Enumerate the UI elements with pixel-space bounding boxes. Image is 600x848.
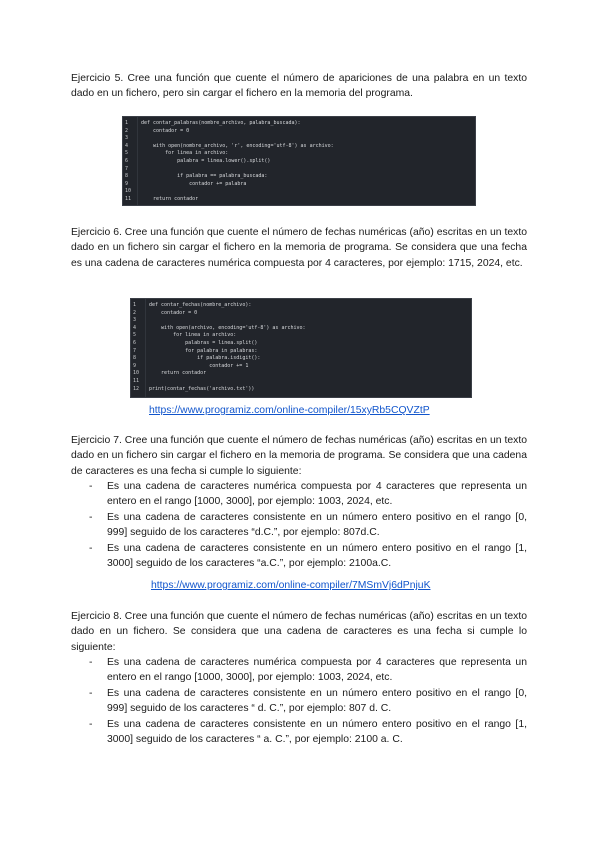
- code-line-number: 10: [133, 370, 140, 377]
- code-line-number: 4: [133, 324, 137, 331]
- code-line: for linea in archivo:: [149, 332, 237, 339]
- code-gutter: [137, 117, 138, 205]
- code-line-number: 7: [133, 347, 137, 354]
- exercise-6-compiler-link[interactable]: https://www.programiz.com/online-compiler/15xyRb5CQVZtP: [149, 405, 430, 416]
- code-line-number: 11: [125, 196, 132, 202]
- code-line: print(contar_fechas('archivo.txt')): [149, 385, 255, 392]
- code-line: return contador: [141, 196, 199, 202]
- code-line: contador = 0: [141, 127, 190, 134]
- code-line: contador += palabra: [141, 180, 247, 187]
- code-line-number: 5: [125, 150, 129, 157]
- code-line-number: 3: [125, 135, 129, 142]
- code-line-number: 10: [125, 188, 132, 195]
- code-line: if palabra == palabra_buscada:: [141, 173, 268, 180]
- code-line: palabra = linea.lower().split(): [141, 158, 271, 164]
- code-line: for linea in archivo:: [141, 150, 229, 157]
- exercise-8-conditions-list: [71, 655, 527, 747]
- code-line-number: 7: [125, 165, 129, 172]
- code-line: with open(archivo, encoding='utf-8') as archivo:: [149, 324, 306, 331]
- exercise-7-compiler-link[interactable]: https://www.programiz.com/online-compiler/7MSmVj6dPnjuK: [151, 580, 431, 591]
- code-line: if palabra.isdigit():: [149, 355, 261, 362]
- exercise-7-text: Ejercicio 7. Cree una función que cuente el número de fechas numéricas (año) escritas en un texto dado en un fichero sin cargar el fichero en la memoria de programa. Se considera que una cadena de caracteres es una fecha si cumple lo siguiente:: [71, 435, 527, 477]
- code-line-number: 5: [133, 332, 137, 339]
- code-line-number: 6: [125, 158, 129, 164]
- code-line-number: 9: [133, 362, 137, 369]
- list-item: - Es una cadena de caracteres consistente en un número entero positivo en el rango [1, 3000] seguido de los caracteres “ a. C.”, por ejemplo: 2100 a. C.: [71, 717, 527, 748]
- code-line: for palabra in palabras:: [149, 347, 258, 354]
- code-gutter: [145, 299, 146, 397]
- list-item: - Es una cadena de caracteres consistente en un número entero positivo en el rango [0, 999] seguido de los caracteres “d.C.”, por ejemplo: 807d.C.: [71, 510, 527, 541]
- code-line-number: 11: [133, 378, 140, 384]
- code-line-number: 8: [125, 173, 129, 180]
- code-line: contador += 1: [149, 362, 249, 369]
- code-line: contador = 0: [149, 309, 198, 316]
- code-line-number: 3: [133, 317, 137, 324]
- code-line-number: 9: [125, 180, 129, 187]
- code-line: def contar_fechas(nombre_archivo):: [149, 302, 252, 308]
- code-line-number: 12: [133, 385, 140, 392]
- code-line-number: 1: [133, 302, 137, 308]
- exercise-8-text: Ejercicio 8. Cree una función que cuente el número de fechas numéricas (año) escritas en un texto dado en un fichero. Se considera que una cadena de caracteres es una fecha si cumple lo siguiente:: [71, 611, 527, 653]
- code-line-number: 2: [133, 309, 137, 316]
- code-line-number: 2: [125, 127, 129, 134]
- exercise-6-text: Ejercicio 6. Cree una función que cuente el número de fechas numéricas (año) escritas en un texto dado en un fichero sin cargar el fichero en la memoria de programa. Se considera que una fecha es una cadena de caracteres numérica compuesta por 4 caracteres, por ejemplo: 1715, 2024, etc.: [71, 227, 527, 269]
- code-line: with open(nombre_archivo, 'r', encoding='utf-8') as archivo:: [141, 142, 334, 149]
- code-line-number: 4: [125, 142, 129, 149]
- list-item: - Es una cadena de caracteres numérica compuesta por 4 caracteres que representa un entero en el rango [1000, 3000], por ejemplo: 1003, 2024, etc.: [71, 655, 527, 686]
- code-line-number: 6: [133, 340, 137, 346]
- exercise-6-code-screenshot: [130, 298, 472, 398]
- code-line: return contador: [149, 370, 207, 377]
- list-item: - Es una cadena de caracteres consistente en un número entero positivo en el rango [0, 999] seguido de los caracteres “ d. C.”, por ejemplo: 807 d. C.: [71, 686, 527, 717]
- code-line-number: 1: [125, 120, 129, 126]
- exercise-7-conditions-list: [71, 479, 527, 571]
- exercise-5-code-screenshot: [122, 116, 476, 206]
- code-line-number: 8: [133, 355, 137, 362]
- code-line: palabras = linea.split(): [149, 340, 258, 346]
- exercise-5-text: Ejercicio 5. Cree una función que cuente el número de apariciones de una palabra en un texto dado en un fichero, pero sin cargar el fichero en la memoria del programa.: [71, 73, 527, 100]
- list-item: - Es una cadena de caracteres consistente en un número entero positivo en el rango [1, 3000] seguido de los caracteres “a.C.”, por ejemplo: 2100a.C.: [71, 541, 527, 572]
- code-line: def contar_palabras(nombre_archivo, palabra_buscada):: [141, 120, 301, 126]
- list-item: - Es una cadena de caracteres numérica compuesta por 4 caracteres que representa un entero en el rango [1000, 3000], por ejemplo: 1003, 2024, etc.: [71, 479, 527, 510]
